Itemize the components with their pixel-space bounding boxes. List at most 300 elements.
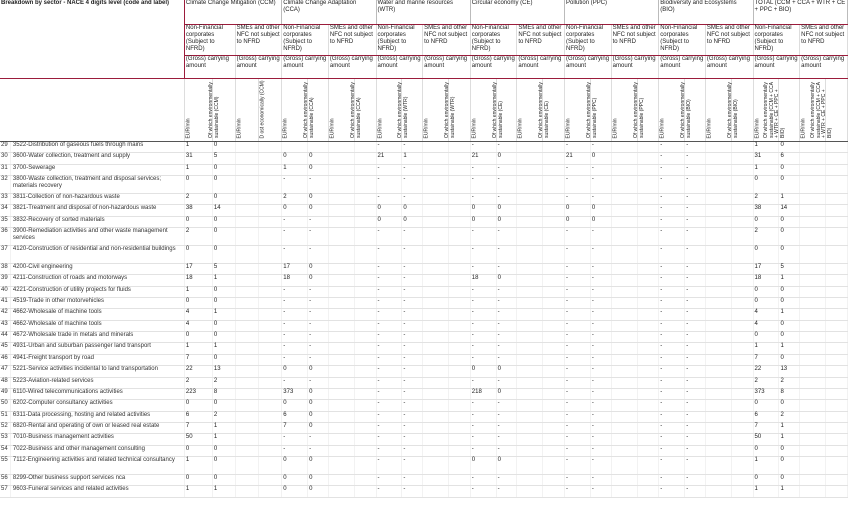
ce-sme-sustainable: [543, 474, 565, 485]
bio-nfc-amount: -: [659, 445, 685, 456]
table-row: [0, 298, 848, 309]
ccm-nfc-amount: 38: [184, 205, 212, 216]
cca-sme-amount: [328, 286, 354, 297]
bio-sme-amount: [705, 486, 731, 497]
wtr-sme-amount: [423, 246, 449, 264]
bio-sme-sustainable: [731, 205, 753, 216]
ppc-nfc-amount: -: [565, 176, 591, 194]
table-row: [0, 366, 848, 377]
tot-nfc-sustainable: 0: [779, 332, 800, 343]
wtr-sme-sustainable: [449, 388, 471, 399]
ce-sme-sustainable: [543, 142, 565, 153]
cca-nfc-sustainable: -: [308, 228, 329, 246]
wtr-sme-amount: [423, 216, 449, 227]
ppc-sme-sustainable: [637, 216, 659, 227]
sector-label: 3522-Distribution of gaseous fuels through mains: [10, 142, 184, 153]
wtr-nfc-sustainable: -: [402, 474, 423, 485]
wtr-sme-sustainable: [449, 332, 471, 343]
ccm-nfc-amount: 2: [184, 228, 212, 246]
ppc-nfc-amount: -: [565, 228, 591, 246]
tot-sme-sustainable: [826, 246, 848, 264]
bio-nfc-amount: -: [659, 194, 685, 205]
tot-nfc-sustainable: 1: [779, 486, 800, 497]
ce-sme-sustainable: [543, 298, 565, 309]
wtr-sme-amount: [423, 366, 449, 377]
tot-sme-sustainable: [826, 434, 848, 445]
ppc-sme-sustainable: [637, 377, 659, 388]
ccm-nfc-amount: 31: [184, 153, 212, 164]
ppc-sme-amount: [611, 194, 637, 205]
bio-nfc-amount: -: [659, 205, 685, 216]
rot-eur: EUR/mln: [328, 79, 354, 142]
bio-nfc-amount: -: [659, 264, 685, 275]
ccm-sme-sustainable: [259, 164, 282, 175]
cca-sme-sustainable: [354, 411, 376, 422]
ccm-nfc-sustainable: 5: [212, 264, 235, 275]
ppc-nfc-amount: -: [565, 246, 591, 264]
ccm-nfc-sustainable: 13: [212, 366, 235, 377]
cca-sme-sustainable: [354, 164, 376, 175]
ppc-sme-amount: [611, 153, 637, 164]
tot-sme-sustainable: [826, 377, 848, 388]
ppc-nfc-amount: -: [565, 445, 591, 456]
gca-label: (Gross) carrying amount: [328, 56, 376, 79]
ce-nfc-sustainable: -: [496, 228, 517, 246]
bio-sme-sustainable: [731, 194, 753, 205]
cca-nfc-sustainable: 0: [308, 400, 329, 411]
wtr-nfc-sustainable: -: [402, 320, 423, 331]
ppc-sme-amount: [611, 216, 637, 227]
tot-sme-amount: [800, 486, 826, 497]
ccm-sme-sustainable: [259, 246, 282, 264]
ppc-nfc-sustainable: 0: [590, 205, 611, 216]
table-row: [0, 275, 848, 286]
ccm-sme-sustainable: [259, 205, 282, 216]
bio-nfc-amount: -: [659, 320, 685, 331]
ppc-sme-sustainable: [637, 246, 659, 264]
ce-sme-amount: [517, 400, 543, 411]
ccm-sme-amount: [235, 320, 259, 331]
ce-sme-sustainable: [543, 205, 565, 216]
wtr-sme-sustainable: [449, 400, 471, 411]
rot-cca: Of which environmentally sustainable (CCA): [308, 79, 329, 142]
bio-nfc-sustainable: -: [685, 164, 706, 175]
tot-sme-sustainable: [826, 194, 848, 205]
wtr-nfc-amount: -: [376, 434, 402, 445]
row-number: 38: [0, 264, 10, 275]
bio-nfc-sustainable: -: [685, 298, 706, 309]
ccm-sme-amount: [235, 298, 259, 309]
cca-nfc-sustainable: -: [308, 332, 329, 343]
bio-nfc-sustainable: -: [685, 400, 706, 411]
sub-sme: SMEs and other NFC not subject to NFRD: [235, 25, 282, 56]
cca-nfc-sustainable: -: [308, 343, 329, 354]
cca-nfc-amount: -: [282, 377, 308, 388]
cca-sme-amount: [328, 216, 354, 227]
cca-sme-amount: [328, 246, 354, 264]
row-number: 56: [0, 474, 10, 485]
wtr-sme-sustainable: [449, 194, 471, 205]
cca-sme-sustainable: [354, 422, 376, 433]
wtr-nfc-sustainable: -: [402, 377, 423, 388]
sector-label: 5221-Service activities incidental to land transportation: [10, 366, 184, 377]
sector-label: 3821-Treatment and disposal of non-hazardous waste: [10, 205, 184, 216]
bio-nfc-sustainable: -: [685, 153, 706, 164]
cca-nfc-amount: -: [282, 246, 308, 264]
wtr-nfc-amount: 0: [376, 216, 402, 227]
sector-label: 4221-Construction of utility projects for fluids: [10, 286, 184, 297]
ccm-nfc-amount: 4: [184, 309, 212, 320]
bio-sme-amount: [705, 474, 731, 485]
ce-sme-sustainable: [543, 434, 565, 445]
tot-nfc-amount: 2: [753, 194, 779, 205]
cca-nfc-sustainable: -: [308, 445, 329, 456]
wtr-nfc-amount: -: [376, 354, 402, 365]
bio-sme-sustainable: [731, 176, 753, 194]
ccm-sme-amount: [235, 343, 259, 354]
ccm-nfc-sustainable: 0: [212, 164, 235, 175]
ppc-nfc-sustainable: -: [590, 298, 611, 309]
wtr-sme-amount: [423, 164, 449, 175]
sector-label: 8299-Other business support services nca: [10, 474, 184, 485]
ppc-sme-amount: [611, 286, 637, 297]
ce-nfc-sustainable: -: [496, 411, 517, 422]
bio-sme-amount: [705, 275, 731, 286]
ccm-sme-amount: [235, 176, 259, 194]
table-row: [0, 216, 848, 227]
bio-sme-sustainable: [731, 142, 753, 153]
ppc-sme-amount: [611, 400, 637, 411]
row-number: 48: [0, 377, 10, 388]
cca-sme-sustainable: [354, 298, 376, 309]
wtr-sme-sustainable: [449, 164, 471, 175]
tot-sme-amount: [800, 205, 826, 216]
tot-nfc-sustainable: 0: [779, 246, 800, 264]
bio-sme-sustainable: [731, 486, 753, 497]
ccm-sme-amount: [235, 474, 259, 485]
bio-sme-sustainable: [731, 228, 753, 246]
tot-sme-sustainable: [826, 264, 848, 275]
wtr-nfc-sustainable: -: [402, 434, 423, 445]
sector-label: 4211-Construction of roads and motorways: [10, 275, 184, 286]
ppc-sme-sustainable: [637, 164, 659, 175]
ccm-nfc-sustainable: 1: [212, 422, 235, 433]
bio-nfc-sustainable: -: [685, 354, 706, 365]
ccm-sme-amount: [235, 377, 259, 388]
row-number: 35: [0, 216, 10, 227]
ce-nfc-amount: -: [470, 298, 496, 309]
ccm-sme-amount: [235, 486, 259, 497]
cca-nfc-sustainable: 0: [308, 411, 329, 422]
wtr-nfc-sustainable: -: [402, 309, 423, 320]
ppc-nfc-amount: -: [565, 422, 591, 433]
ce-nfc-amount: -: [470, 332, 496, 343]
cca-nfc-amount: -: [282, 434, 308, 445]
sector-label: 3800-Waste collection, treatment and disposal services; materials recovery: [10, 176, 184, 194]
ce-nfc-sustainable: -: [496, 264, 517, 275]
cca-sme-amount: [328, 176, 354, 194]
ccm-sme-sustainable: [259, 388, 282, 399]
cca-sme-sustainable: [354, 228, 376, 246]
ccm-nfc-sustainable: 14: [212, 205, 235, 216]
rot-eur: EUR/mln: [282, 79, 308, 142]
ccm-nfc-amount: 0: [184, 400, 212, 411]
bio-nfc-amount: -: [659, 434, 685, 445]
gca-label: (Gross) carrying amount: [611, 56, 659, 79]
ce-nfc-amount: -: [470, 343, 496, 354]
cca-sme-sustainable: [354, 194, 376, 205]
row-number: 40: [0, 286, 10, 297]
cca-nfc-amount: -: [282, 320, 308, 331]
row-number: 50: [0, 400, 10, 411]
ccm-sme-sustainable: [259, 298, 282, 309]
ce-sme-sustainable: [543, 366, 565, 377]
ccm-sme-sustainable: [259, 320, 282, 331]
rot-eur: EUR/mln: [376, 79, 402, 142]
cca-nfc-sustainable: -: [308, 434, 329, 445]
bio-sme-amount: [705, 343, 731, 354]
ccm-sme-sustainable: [259, 228, 282, 246]
wtr-sme-amount: [423, 264, 449, 275]
ccm-nfc-amount: 0: [184, 332, 212, 343]
rot-eur: EUR/mln: [235, 79, 259, 142]
sub-nfc: Non-Financial corporates (Subject to NFRD): [565, 25, 612, 56]
wtr-nfc-sustainable: -: [402, 176, 423, 194]
gca-label: (Gross) carrying amount: [376, 56, 423, 79]
gca-label: (Gross) carrying amount: [517, 56, 565, 79]
bio-nfc-sustainable: -: [685, 320, 706, 331]
ppc-sme-sustainable: [637, 205, 659, 216]
wtr-sme-sustainable: [449, 246, 471, 264]
tot-sme-sustainable: [826, 411, 848, 422]
ce-nfc-sustainable: -: [496, 298, 517, 309]
table-row: [0, 142, 848, 153]
wtr-nfc-sustainable: -: [402, 400, 423, 411]
ccm-nfc-sustainable: 0: [212, 216, 235, 227]
ce-nfc-sustainable: -: [496, 434, 517, 445]
tot-nfc-amount: 373: [753, 388, 779, 399]
ce-nfc-amount: -: [470, 377, 496, 388]
sub-nfc: Non-Financial corporates (Subject to NFRD): [184, 25, 235, 56]
ce-nfc-amount: -: [470, 354, 496, 365]
sector-label: 6820-Rental and operating of own or leased real estate: [10, 422, 184, 433]
wtr-sme-amount: [423, 298, 449, 309]
ccm-sme-amount: [235, 286, 259, 297]
ccm-nfc-sustainable: 0: [212, 445, 235, 456]
ccm-nfc-amount: 0: [184, 246, 212, 264]
ccm-nfc-amount: 1: [184, 486, 212, 497]
ce-sme-sustainable: [543, 153, 565, 164]
ppc-nfc-amount: -: [565, 264, 591, 275]
table-row: [0, 286, 848, 297]
ce-nfc-amount: 218: [470, 388, 496, 399]
cca-nfc-sustainable: 0: [308, 486, 329, 497]
tot-sme-sustainable: [826, 388, 848, 399]
wtr-sme-amount: [423, 456, 449, 474]
wtr-sme-sustainable: [449, 343, 471, 354]
cca-nfc-amount: 0: [282, 366, 308, 377]
ce-nfc-amount: -: [470, 320, 496, 331]
row-number: 31: [0, 164, 10, 175]
ccm-sme-amount: [235, 264, 259, 275]
ce-sme-amount: [517, 388, 543, 399]
bio-nfc-amount: -: [659, 388, 685, 399]
bio-nfc-amount: -: [659, 216, 685, 227]
ppc-nfc-sustainable: -: [590, 343, 611, 354]
ccm-sme-amount: [235, 354, 259, 365]
bio-sme-amount: [705, 194, 731, 205]
ce-sme-amount: [517, 320, 543, 331]
cca-sme-amount: [328, 434, 354, 445]
cca-nfc-amount: 0: [282, 486, 308, 497]
table-row: [0, 411, 848, 422]
ce-nfc-amount: 0: [470, 216, 496, 227]
row-number: 54: [0, 445, 10, 456]
tot-nfc-sustainable: 0: [779, 445, 800, 456]
ce-sme-amount: [517, 153, 543, 164]
cca-sme-sustainable: [354, 445, 376, 456]
bio-sme-amount: [705, 377, 731, 388]
tot-nfc-sustainable: 6: [779, 153, 800, 164]
ppc-sme-sustainable: [637, 456, 659, 474]
ccm-sme-sustainable: [259, 176, 282, 194]
ppc-sme-sustainable: [637, 400, 659, 411]
wtr-nfc-sustainable: -: [402, 332, 423, 343]
ce-sme-sustainable: [543, 164, 565, 175]
tot-nfc-amount: 4: [753, 320, 779, 331]
ppc-nfc-amount: -: [565, 142, 591, 153]
tot-nfc-sustainable: 1: [779, 309, 800, 320]
ppc-nfc-sustainable: -: [590, 194, 611, 205]
ppc-nfc-amount: -: [565, 366, 591, 377]
bio-sme-sustainable: [731, 164, 753, 175]
row-number: 49: [0, 388, 10, 399]
cca-nfc-amount: 7: [282, 422, 308, 433]
ppc-nfc-sustainable: -: [590, 228, 611, 246]
bio-sme-sustainable: [731, 474, 753, 485]
rot-bio: Of which environmentally sustainable (BIO): [731, 79, 753, 142]
tot-sme-sustainable: [826, 474, 848, 485]
ce-nfc-amount: -: [470, 400, 496, 411]
tot-nfc-sustainable: 2: [779, 377, 800, 388]
wtr-sme-sustainable: [449, 486, 471, 497]
bio-sme-amount: [705, 176, 731, 194]
bio-sme-sustainable: [731, 445, 753, 456]
tot-nfc-sustainable: 1: [779, 194, 800, 205]
cca-sme-amount: [328, 264, 354, 275]
ppc-sme-sustainable: [637, 142, 659, 153]
ce-nfc-amount: 0: [470, 366, 496, 377]
rot-total: Of which environmentally sustainable (CCM + CCA + WTR + CE + PPC + BIO): [779, 79, 800, 142]
rot-eur: EUR/mln: [611, 79, 637, 142]
tot-sme-amount: [800, 434, 826, 445]
ppc-nfc-amount: 0: [565, 216, 591, 227]
wtr-sme-sustainable: [449, 354, 471, 365]
cca-sme-sustainable: [354, 286, 376, 297]
wtr-nfc-sustainable: -: [402, 246, 423, 264]
cca-sme-amount: [328, 411, 354, 422]
table-row: [0, 176, 848, 194]
bio-nfc-amount: -: [659, 332, 685, 343]
ccm-sme-sustainable: [259, 400, 282, 411]
tot-nfc-amount: 0: [753, 332, 779, 343]
ccm-nfc-sustainable: 1: [212, 434, 235, 445]
ccm-sme-sustainable: [259, 422, 282, 433]
tot-nfc-amount: 7: [753, 354, 779, 365]
wtr-sme-amount: [423, 320, 449, 331]
tot-nfc-sustainable: 0: [779, 176, 800, 194]
ce-nfc-sustainable: 0: [496, 366, 517, 377]
tot-sme-sustainable: [826, 456, 848, 474]
ce-nfc-amount: -: [470, 474, 496, 485]
cca-nfc-sustainable: -: [308, 176, 329, 194]
ccm-nfc-amount: 1: [184, 142, 212, 153]
rot-ce: Of which environmentally sustainable (CE): [496, 79, 517, 142]
ppc-sme-sustainable: [637, 445, 659, 456]
wtr-nfc-sustainable: -: [402, 286, 423, 297]
rot-cca: Of which environmentally sustainable (CCA): [354, 79, 376, 142]
sub-nfc: Non-Financial corporates (Subject to NFRD): [376, 25, 423, 56]
wtr-sme-sustainable: [449, 434, 471, 445]
wtr-sme-amount: [423, 354, 449, 365]
tot-sme-amount: [800, 332, 826, 343]
cca-nfc-amount: -: [282, 298, 308, 309]
ce-nfc-sustainable: 0: [496, 205, 517, 216]
wtr-nfc-sustainable: -: [402, 142, 423, 153]
cca-nfc-amount: -: [282, 228, 308, 246]
bio-sme-amount: [705, 298, 731, 309]
bio-nfc-sustainable: -: [685, 445, 706, 456]
cca-sme-amount: [328, 298, 354, 309]
row-number: 34: [0, 205, 10, 216]
ccm-sme-amount: [235, 445, 259, 456]
wtr-sme-amount: [423, 309, 449, 320]
tot-sme-sustainable: [826, 486, 848, 497]
sector-label: 3811-Collection of non-hazardous waste: [10, 194, 184, 205]
ce-nfc-sustainable: -: [496, 486, 517, 497]
rot-wtr: Of which environmentally sustainable (WTR): [449, 79, 471, 142]
wtr-nfc-amount: -: [376, 246, 402, 264]
table-row: [0, 434, 848, 445]
cca-sme-sustainable: [354, 486, 376, 497]
ppc-sme-amount: [611, 142, 637, 153]
sector-label: 4941-Freight transport by road: [10, 354, 184, 365]
ce-nfc-sustainable: -: [496, 445, 517, 456]
tot-nfc-sustainable: 0: [779, 456, 800, 474]
tot-sme-amount: [800, 377, 826, 388]
cca-nfc-sustainable: -: [308, 320, 329, 331]
ppc-nfc-amount: -: [565, 474, 591, 485]
tot-nfc-amount: 0: [753, 298, 779, 309]
cca-sme-sustainable: [354, 366, 376, 377]
ccm-nfc-sustainable: 0: [212, 194, 235, 205]
tot-sme-amount: [800, 388, 826, 399]
tot-sme-sustainable: [826, 286, 848, 297]
ce-nfc-amount: 18: [470, 275, 496, 286]
tot-sme-amount: [800, 176, 826, 194]
ppc-nfc-amount: -: [565, 275, 591, 286]
bio-sme-amount: [705, 205, 731, 216]
cca-sme-sustainable: [354, 205, 376, 216]
ccm-nfc-amount: 22: [184, 366, 212, 377]
cca-nfc-amount: -: [282, 332, 308, 343]
ce-nfc-sustainable: 0: [496, 216, 517, 227]
wtr-sme-amount: [423, 445, 449, 456]
ce-nfc-sustainable: -: [496, 246, 517, 264]
ce-sme-amount: [517, 298, 543, 309]
tot-nfc-sustainable: 2: [779, 411, 800, 422]
row-number: 45: [0, 343, 10, 354]
